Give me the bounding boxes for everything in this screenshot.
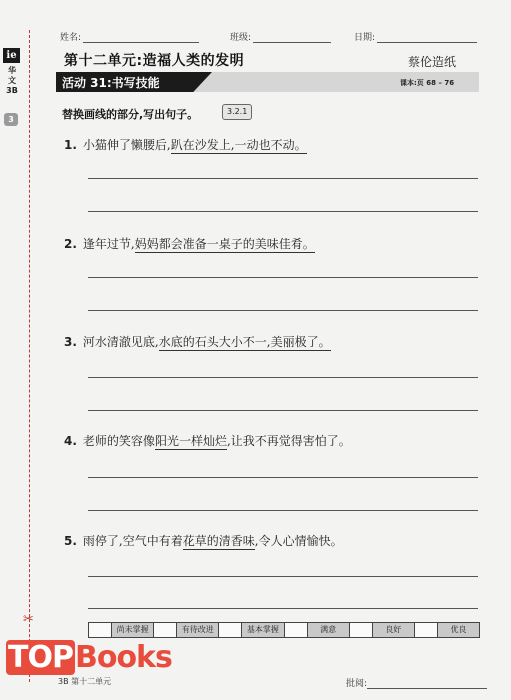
footer-page-label: 3B 第十二单元 — [58, 677, 112, 686]
question-5 — [64, 532, 343, 549]
rating-label: 满意 — [308, 623, 350, 637]
unit-topic: 蔡伦造纸 — [408, 55, 457, 69]
answer-line[interactable] — [88, 178, 478, 179]
question-number: 3. — [64, 335, 77, 349]
rating-label: 优良 — [438, 623, 479, 637]
rating-label: 有待改进 — [177, 623, 219, 637]
question-text: 老师的笑容像 — [82, 434, 155, 448]
date-line — [377, 34, 477, 43]
answer-line[interactable] — [88, 576, 478, 577]
rating-label: 基本掌握 — [242, 623, 284, 637]
unit-title: 第十二单元:造福人类的发明 — [64, 53, 245, 69]
answer-line[interactable] — [88, 277, 478, 278]
reviewer-field — [346, 676, 487, 689]
question-text-end: ,令人心情愉快。 — [254, 534, 343, 548]
reviewer-label: 批阅: — [346, 679, 368, 689]
topbooks-watermark — [6, 640, 172, 675]
cut-line — [29, 30, 30, 682]
rating-checkbox[interactable] — [285, 623, 308, 637]
instruction-text: 替换画线的部分,写出句子。 — [62, 108, 199, 121]
answer-line[interactable] — [88, 410, 478, 411]
unit-badge: 3 — [4, 113, 18, 126]
answer-line[interactable] — [88, 377, 478, 378]
rating-checkbox[interactable] — [350, 623, 373, 637]
brand-books: Books — [74, 640, 172, 675]
class-label: 班级: — [230, 33, 252, 43]
rating-checkbox[interactable] — [415, 623, 438, 637]
question-text: 河水清澈见底, — [82, 335, 159, 349]
skill-code-badge: 3.2.1 — [222, 104, 252, 120]
class-field — [230, 30, 331, 43]
question-text-end: ,让我不再觉得害怕了。 — [226, 434, 351, 448]
subject-label: 华文 — [8, 66, 16, 85]
answer-line[interactable] — [88, 477, 478, 478]
rating-checkbox[interactable] — [154, 623, 177, 637]
name-label: 姓名: — [60, 33, 82, 43]
question-1 — [64, 136, 307, 153]
answer-line[interactable] — [88, 211, 478, 212]
sidebar-subject — [4, 66, 20, 96]
underlined-part: 趴在沙发上,一动也不动。 — [170, 138, 307, 152]
answer-line[interactable] — [88, 310, 478, 311]
name-field — [60, 30, 199, 43]
question-number: 4. — [64, 434, 77, 448]
publisher-logo: ie — [3, 48, 20, 63]
underlined-part: 花草的清香味 — [182, 534, 255, 548]
question-number: 5. — [64, 534, 77, 548]
date-label: 日期: — [354, 33, 376, 43]
answer-line[interactable] — [88, 608, 478, 609]
question-number: 1. — [64, 138, 77, 152]
textbook-reference: 课本:页 68 – 76 — [400, 79, 455, 87]
rating-checkbox[interactable] — [219, 623, 242, 637]
question-text: 小猫伸了懒腰后, — [82, 138, 171, 152]
answer-line[interactable] — [88, 510, 478, 511]
brand-top: TOP — [8, 640, 73, 675]
underlined-part: 阳光一样灿烂 — [154, 434, 227, 448]
question-text: 逢年过节, — [82, 237, 135, 251]
question-number: 2. — [64, 237, 77, 251]
name-line — [83, 34, 199, 43]
grade-label: 3B — [6, 86, 18, 95]
reviewer-line — [367, 680, 487, 689]
scissors-icon: ✂ — [23, 612, 34, 627]
rating-label: 良好 — [373, 623, 415, 637]
question-text: 雨停了,空气中有着 — [82, 534, 183, 548]
class-line — [253, 34, 331, 43]
self-assessment-bar — [88, 622, 480, 638]
question-4 — [64, 432, 351, 449]
rating-checkbox[interactable] — [89, 623, 112, 637]
question-3 — [64, 333, 331, 350]
question-2 — [64, 235, 315, 252]
underlined-part: 水底的石头大小不一,美丽极了。 — [158, 335, 331, 349]
rating-label: 尚未掌握 — [112, 623, 154, 637]
underlined-part: 妈妈都会准备一桌子的美味佳肴。 — [134, 237, 315, 251]
activity-label: 活动 31:书写技能 — [62, 76, 160, 90]
date-field — [354, 30, 477, 43]
